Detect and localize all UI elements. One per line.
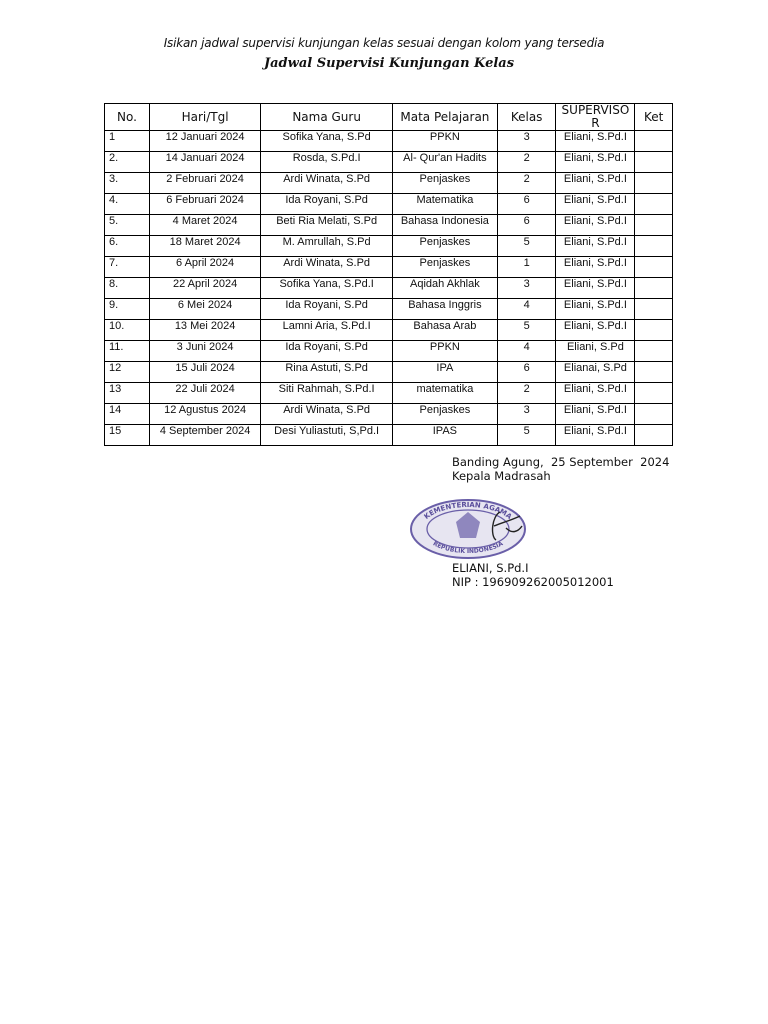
cell-class: 3 xyxy=(497,278,556,299)
cell-class: 4 xyxy=(497,299,556,320)
cell-class: 2 xyxy=(497,383,556,404)
stamp-text-bottom: REPUBLIK INDONESIA xyxy=(431,540,505,556)
cell-subject: PPKN xyxy=(393,131,498,152)
table-row xyxy=(105,362,673,383)
cell-supervisor: Eliani, S.Pd.I xyxy=(556,152,635,173)
table-row xyxy=(105,320,673,341)
cell-teacher: Desi Yuliastuti, S,Pd.I xyxy=(261,425,393,446)
cell-no: 4. xyxy=(105,194,150,215)
cell-no: 7. xyxy=(105,257,150,278)
cell-supervisor: Elianai, S.Pd xyxy=(556,362,635,383)
cell-supervisor: Eliani, S.Pd.I xyxy=(556,278,635,299)
cell-no: 3. xyxy=(105,173,150,194)
cell-class: 3 xyxy=(497,404,556,425)
cell-no: 13 xyxy=(105,383,150,404)
cell-ket xyxy=(635,404,673,425)
cell-ket xyxy=(635,194,673,215)
column-header-date: Hari/Tgl xyxy=(149,104,260,131)
cell-no: 10. xyxy=(105,320,150,341)
cell-subject: matematika xyxy=(393,383,498,404)
cell-teacher: Ida Royani, S.Pd xyxy=(261,194,393,215)
supervision-schedule-table xyxy=(104,103,673,446)
cell-no: 6. xyxy=(105,236,150,257)
cell-ket xyxy=(635,278,673,299)
cell-supervisor: Eliani, S.Pd.I xyxy=(556,257,635,278)
cell-supervisor: Eliani, S.Pd.I xyxy=(556,215,635,236)
column-header-no: No. xyxy=(105,104,150,131)
table-row xyxy=(105,383,673,404)
cell-date: 12 Januari 2024 xyxy=(149,131,260,152)
cell-no: 12 xyxy=(105,362,150,383)
cell-ket xyxy=(635,362,673,383)
cell-subject: IPAS xyxy=(393,425,498,446)
cell-teacher: Sofika Yana, S.Pd xyxy=(261,131,393,152)
cell-teacher: Sofika Yana, S.Pd.I xyxy=(261,278,393,299)
cell-supervisor: Eliani, S.Pd xyxy=(556,341,635,362)
cell-date: 6 Februari 2024 xyxy=(149,194,260,215)
column-header-class: Kelas xyxy=(497,104,556,131)
cell-class: 5 xyxy=(497,236,556,257)
cell-ket xyxy=(635,425,673,446)
cell-subject: PPKN xyxy=(393,341,498,362)
signer-name: ELIANI, S.Pd.I xyxy=(452,561,529,575)
cell-no: 14 xyxy=(105,404,150,425)
cell-teacher: Ida Royani, S.Pd xyxy=(261,299,393,320)
cell-supervisor: Eliani, S.Pd.I xyxy=(556,383,635,404)
cell-no: 5. xyxy=(105,215,150,236)
cell-date: 6 April 2024 xyxy=(149,257,260,278)
cell-supervisor: Eliani, S.Pd.I xyxy=(556,236,635,257)
table-body xyxy=(105,131,673,446)
cell-class: 2 xyxy=(497,152,556,173)
cell-ket xyxy=(635,320,673,341)
cell-date: 4 September 2024 xyxy=(149,425,260,446)
cell-ket xyxy=(635,257,673,278)
cell-subject: Aqidah Akhlak xyxy=(393,278,498,299)
instruction-text: Isikan jadwal supervisi kunjungan kelas sesuai dengan kolom yang tersedia xyxy=(163,36,605,50)
cell-date: 15 Juli 2024 xyxy=(149,362,260,383)
table-row xyxy=(105,215,673,236)
table-row xyxy=(105,278,673,299)
cell-subject: Matematika xyxy=(393,194,498,215)
cell-supervisor: Eliani, S.Pd.I xyxy=(556,404,635,425)
cell-class: 6 xyxy=(497,362,556,383)
cell-date: 4 Maret 2024 xyxy=(149,215,260,236)
cell-no: 9. xyxy=(105,299,150,320)
table-row xyxy=(105,194,673,215)
cell-class: 6 xyxy=(497,215,556,236)
cell-class: 3 xyxy=(497,131,556,152)
cell-teacher: Beti Ria Melati, S.Pd xyxy=(261,215,393,236)
cell-supervisor: Eliani, S.Pd.I xyxy=(556,299,635,320)
cell-teacher: Lamni Aria, S.Pd.I xyxy=(261,320,393,341)
cell-subject: Penjaskes xyxy=(393,257,498,278)
cell-subject: Penjaskes xyxy=(393,236,498,257)
cell-ket xyxy=(635,341,673,362)
cell-class: 2 xyxy=(497,173,556,194)
table-row xyxy=(105,425,673,446)
cell-subject: Bahasa Arab xyxy=(393,320,498,341)
cell-date: 6 Mei 2024 xyxy=(149,299,260,320)
cell-subject: Al- Qur'an Hadits xyxy=(393,152,498,173)
column-header-teacher: Nama Guru xyxy=(261,104,393,131)
cell-ket xyxy=(635,215,673,236)
table-row xyxy=(105,299,673,320)
cell-teacher: Rina Astuti, S.Pd xyxy=(261,362,393,383)
table-row xyxy=(105,152,673,173)
table-row xyxy=(105,173,673,194)
cell-supervisor: Eliani, S.Pd.I xyxy=(556,194,635,215)
cell-class: 6 xyxy=(497,194,556,215)
cell-subject: Penjaskes xyxy=(393,173,498,194)
cell-no: 2. xyxy=(105,152,150,173)
cell-subject: Bahasa Inggris xyxy=(393,299,498,320)
cell-ket xyxy=(635,299,673,320)
cell-ket xyxy=(635,173,673,194)
cell-supervisor: Eliani, S.Pd.I xyxy=(556,425,635,446)
cell-date: 18 Maret 2024 xyxy=(149,236,260,257)
cell-teacher: Ardi Winata, S.Pd xyxy=(261,173,393,194)
cell-no: 11. xyxy=(105,341,150,362)
signer-position: Kepala Madrasah xyxy=(452,469,551,483)
column-header-ket: Ket xyxy=(635,104,673,131)
cell-class: 1 xyxy=(497,257,556,278)
cell-ket xyxy=(635,131,673,152)
cell-no: 8. xyxy=(105,278,150,299)
place-date: Banding Agung, 25 September 2024 xyxy=(452,455,670,469)
cell-date: 14 Januari 2024 xyxy=(149,152,260,173)
table-row xyxy=(105,404,673,425)
cell-date: 22 Juli 2024 xyxy=(149,383,260,404)
cell-class: 5 xyxy=(497,425,556,446)
cell-subject: Penjaskes xyxy=(393,404,498,425)
column-header-supervisor: SUPERVISOR xyxy=(556,104,635,131)
cell-date: 2 Februari 2024 xyxy=(149,173,260,194)
cell-no: 15 xyxy=(105,425,150,446)
cell-supervisor: Eliani, S.Pd.I xyxy=(556,131,635,152)
signer-nip: NIP : 196909262005012001 xyxy=(452,575,614,589)
cell-teacher: Rosda, S.Pd.I xyxy=(261,152,393,173)
cell-date: 13 Mei 2024 xyxy=(149,320,260,341)
table-row xyxy=(105,341,673,362)
table-row xyxy=(105,257,673,278)
cell-teacher: Ardi Winata, S.Pd xyxy=(261,257,393,278)
cell-date: 3 Juni 2024 xyxy=(149,341,260,362)
cell-ket xyxy=(635,383,673,404)
column-header-subject: Mata Pelajaran xyxy=(393,104,498,131)
cell-supervisor: Eliani, S.Pd.I xyxy=(556,320,635,341)
cell-supervisor: Eliani, S.Pd.I xyxy=(556,173,635,194)
cell-ket xyxy=(635,152,673,173)
stamp-text-top: KEMENTERIAN AGAMA xyxy=(422,500,514,521)
cell-class: 5 xyxy=(497,320,556,341)
official-stamp-icon xyxy=(408,498,528,560)
cell-date: 12 Agustus 2024 xyxy=(149,404,260,425)
table-row xyxy=(105,236,673,257)
cell-teacher: M. Amrullah, S.Pd xyxy=(261,236,393,257)
cell-subject: Bahasa Indonesia xyxy=(393,215,498,236)
cell-ket xyxy=(635,236,673,257)
cell-teacher: Siti Rahmah, S.Pd.I xyxy=(261,383,393,404)
table-row xyxy=(105,131,673,152)
table-header-row xyxy=(105,104,673,131)
document-title: Jadwal Supervisi Kunjungan Kelas xyxy=(263,56,515,71)
cell-class: 4 xyxy=(497,341,556,362)
cell-date: 22 April 2024 xyxy=(149,278,260,299)
cell-subject: IPA xyxy=(393,362,498,383)
cell-no: 1 xyxy=(105,131,150,152)
cell-teacher: Ida Royani, S.Pd xyxy=(261,341,393,362)
cell-teacher: Ardi Winata, S.Pd xyxy=(261,404,393,425)
